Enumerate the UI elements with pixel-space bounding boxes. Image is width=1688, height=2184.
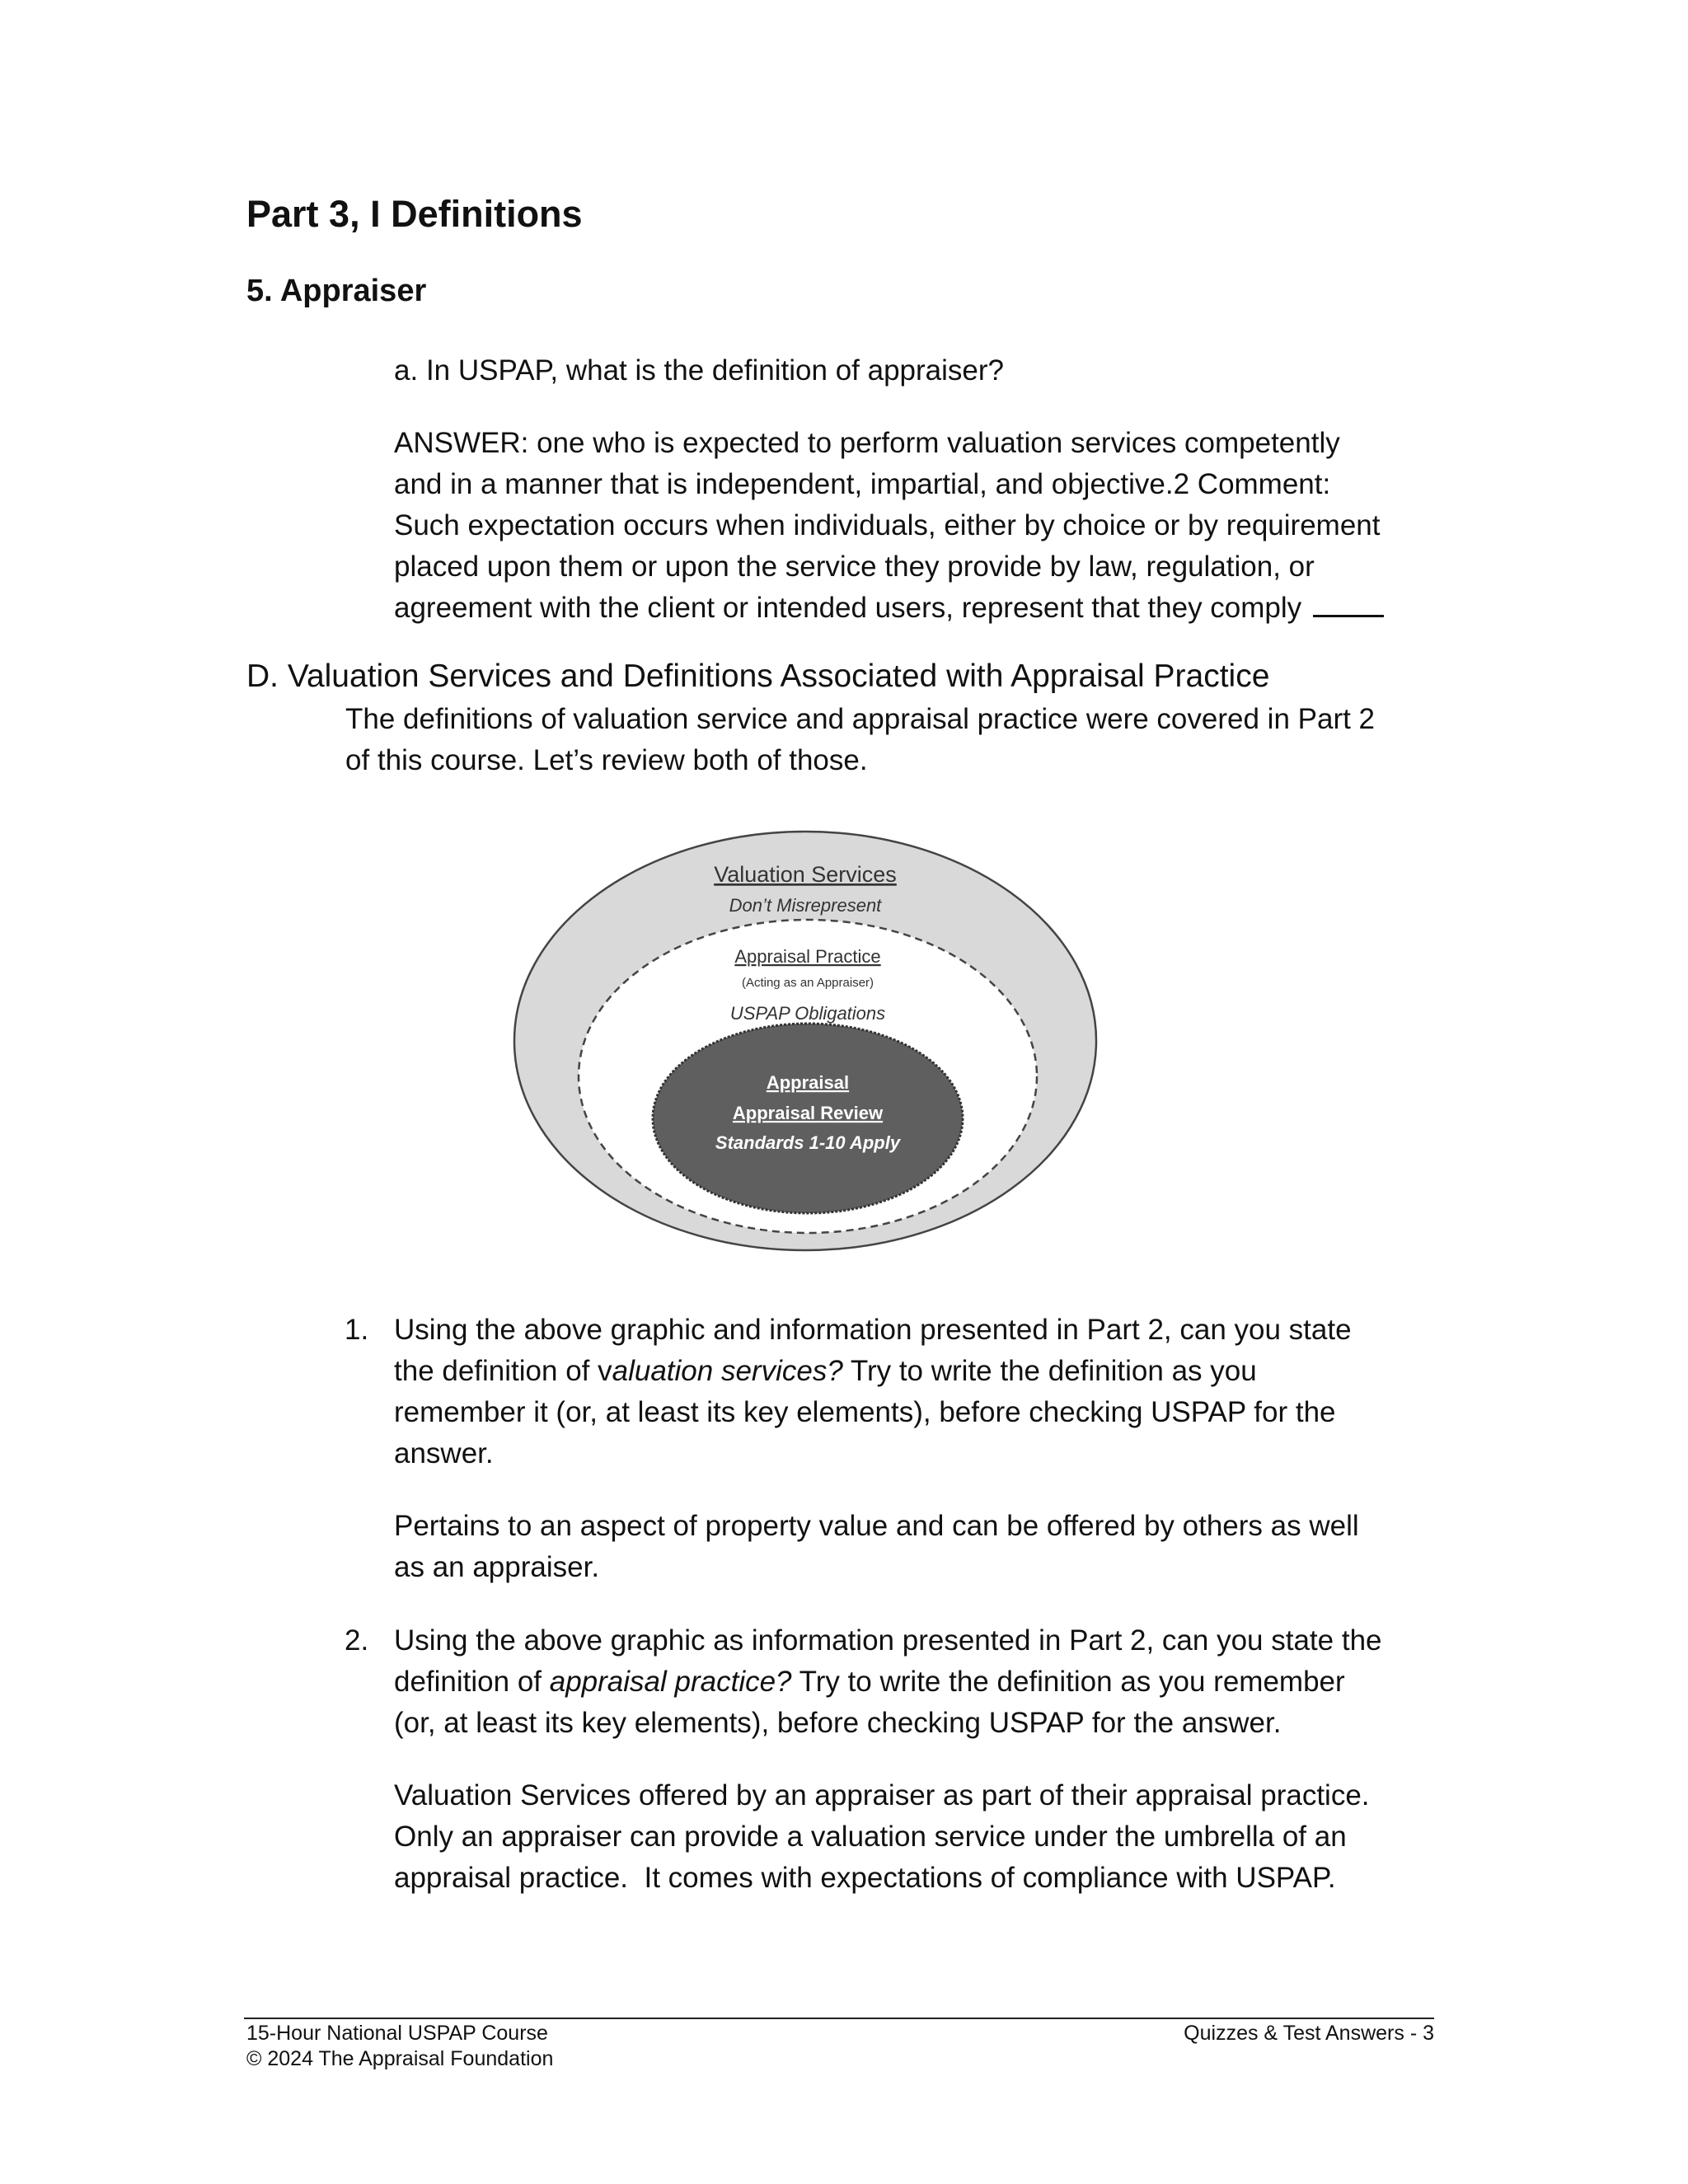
footer-page-label: Quizzes & Test Answers - 3 — [1184, 2022, 1434, 2045]
question-a — [394, 350, 1004, 391]
item-1-question — [394, 1310, 1352, 1474]
footer-divider — [244, 2018, 1434, 2019]
item-2-question — [394, 1620, 1382, 1744]
inner-line-appraisal: Appraisal — [766, 1072, 850, 1093]
answer-line: Valuation Services offered by an appraiser as part of their appraisal practice. — [394, 1779, 1370, 1811]
valuation-services-diagram — [511, 828, 1100, 1257]
item-number: 2. — [345, 1624, 369, 1657]
inner-line-appraisal-review: Appraisal Review — [732, 1103, 884, 1123]
term-appraisal-practice: appraisal practice? — [549, 1666, 792, 1698]
question-line: remember it (or, at least its key elements), before checking USPAP for the — [394, 1396, 1336, 1428]
question-line — [394, 1351, 1352, 1392]
middle-subtitle: USPAP Obligations — [729, 1003, 886, 1024]
question-text: Try to write the definition as you — [842, 1355, 1257, 1387]
footer-left — [246, 2021, 553, 2072]
section-d-intro — [345, 699, 1375, 781]
question-a-label: a. — [394, 354, 419, 387]
section-d-heading: D. Valuation Services and Definitions Associated with Appraisal Practice — [246, 658, 1270, 694]
question-a-text: In USPAP, what is the definition of appraiser? — [425, 354, 1004, 387]
question-line: answer. — [394, 1437, 494, 1469]
answer-line: Pertains to an aspect of property value and can be offered by others as well — [394, 1510, 1359, 1542]
question-line: (or, at least its key elements), before checking USPAP for the answer. — [394, 1707, 1282, 1739]
term-valuation-services: aluation services? — [612, 1355, 843, 1387]
answer-a-line: and in a manner that is independent, impartial, and objective.2 Comment: — [394, 468, 1331, 500]
answer-line: appraisal practice. It comes with expectations of compliance with USPAP. — [394, 1862, 1336, 1894]
answer-a-line-text: agreement with the client or intended users, represent that they comply — [394, 592, 1302, 624]
answer-a-line: Such expectation occurs when individuals, either by choice or by requirement — [394, 509, 1381, 541]
answer-a-line: placed upon them or upon the service they provide by law, regulation, or — [394, 551, 1315, 583]
question-line: Using the above graphic and information presented in Part 2, can you state — [394, 1314, 1352, 1346]
answer-a-line — [394, 588, 1384, 629]
inner-line-standards: Standards 1-10 Apply — [715, 1132, 901, 1153]
question-line: Using the above graphic as information presented in Part 2, can you state the — [394, 1624, 1382, 1657]
answer-line: Only an appraiser can provide a valuation service under the umbrella of an — [394, 1821, 1347, 1853]
answer-a-line: ANSWER: one who is expected to perform valuation services competently — [394, 427, 1340, 459]
item-2-answer — [394, 1775, 1370, 1899]
section-title: Part 3, I Definitions — [246, 193, 583, 235]
outer-subtitle: Don’t Misrepresent — [729, 895, 882, 916]
footer-course: 15-Hour National USPAP Course — [246, 2022, 548, 2045]
subsection-title: 5. Appraiser — [246, 274, 427, 308]
footer-copyright: © 2024 The Appraisal Foundation — [246, 2047, 554, 2070]
middle-note: (Acting as an Appraiser) — [741, 976, 874, 990]
question-text: Try to write the definition as you remember — [791, 1666, 1345, 1698]
answer-line: as an appraiser. — [394, 1551, 600, 1583]
fill-in-blank — [1313, 592, 1384, 617]
item-1-answer — [394, 1506, 1359, 1588]
question-text: definition of — [394, 1666, 550, 1698]
answer-a — [394, 423, 1384, 629]
outer-title: Valuation Services — [714, 862, 897, 887]
item-number: 1. — [345, 1314, 369, 1346]
question-line — [394, 1661, 1382, 1703]
question-text: the definition of v — [394, 1355, 612, 1387]
intro-line: of this course. Let’s review both of those. — [345, 744, 868, 776]
intro-line: The definitions of valuation service and appraisal practice were covered in Part 2 — [345, 703, 1376, 735]
middle-title: Appraisal Practice — [734, 946, 881, 967]
